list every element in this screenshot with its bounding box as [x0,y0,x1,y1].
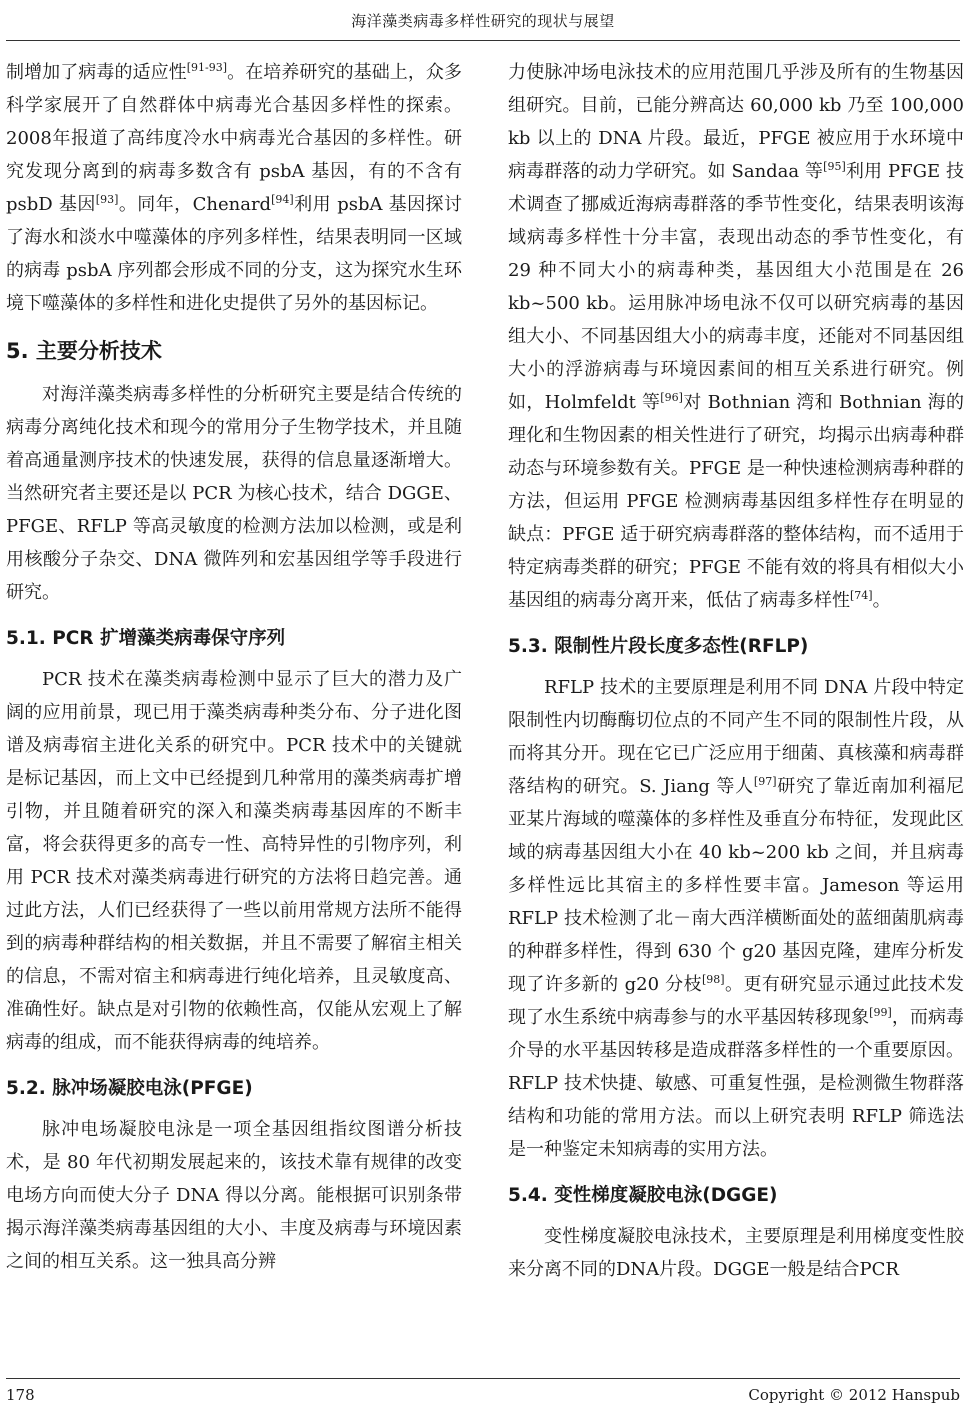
paragraph [508,671,964,1166]
paragraph [6,378,462,609]
running-header: 海洋藻类病毒多样性研究的现状与展望 [351,12,615,30]
citation-ref: [74] [850,589,873,602]
citation-ref: [98] [702,973,725,986]
text-run: 变性梯度凝胶电泳技术，主要原理是利用梯度变性胶来分离不同的DNA片段。DGGE一般是结合PCR [508,1226,964,1280]
citation-ref: [94] [271,193,294,206]
text-run: 对海洋藻类病毒多样性的分析研究主要是结合传统的病毒分离纯化技术和现今的常用分子生物学技术，并且随着高通量测序技术的快速发展，获得的信息量逐渐增大。当然研究者主要还是以 PCR 为核心技术，结合 DGGE、PFGE、RFLP 等高灵敏度的检测方法加以检测，或是利用核酸分子杂交、DNA 微阵列和宏基因组学等手段进行研究。 [6,384,462,603]
text-run: 制增加了病毒的适应性 [6,62,187,83]
subsection-heading-5-3: 5.3. 限制性片段长度多态性(RFLP) [508,636,809,657]
text-run: ，而病毒介导的水平基因转移是造成群落多样性的一个重要原因。RFLP 技术快捷、敏感、可重复性强，是检测微生物群落结构和功能的常用方法。而以上研究表明 RFLP 筛选法是一种鉴定未知病毒的实用方法。 [508,1007,964,1160]
text-run: PCR 技术在藻类病毒检测中显示了巨大的潜力及广阔的应用前景，现已用于藻类病毒种类分布、分子进化图谱及病毒宿主进化关系的研究中。PCR 技术中的关键就是标记基因，而上文中已经提到几种常用的藻类病毒扩增引物，并且随着研究的深入和藻类病毒基因库的不断丰富，将会获得更多的高专一性、高特异性的引物序列，利用 PCR 技术对藻类病毒进行研究的方法将日趋完善。通过此方法，人们已经获得了一些以前用常规方法所不能得到的病毒种群结构的相关数据，并且不需要了解宿主相关的信息，不需对宿主和病毒进行纯化培养，且灵敏度高、准确性好。缺点是对引物的依赖性高，仅能从宏观上了解病毒的组成，而不能获得病毒的纯培养。 [6,669,462,1053]
section-heading-5: 5. 主要分析技术 [6,339,162,363]
citation-ref: [93] [95,193,119,206]
text-run: 力使脉冲场电泳技术的应用范围几乎涉及所有的生物基因组研究。目前，已能分辨高达 60,000 kb 乃至 100,000 kb 以上的 DNA 片段。最近，PFGE 被应用于水环境中病毒群落的动力学研究。如 Sandaa 等 [508,62,964,182]
subsection-heading-5-1: 5.1. PCR 扩增藻类病毒保守序列 [6,628,286,649]
citation-ref: [99] [869,1006,892,1019]
copyright-notice: Copyright © 2012 Hanspub [748,1386,960,1404]
footer-rule [6,1378,960,1379]
citation-ref: [95] [823,160,846,173]
paragraph [6,56,462,320]
citation-ref: [91-93] [186,61,228,74]
text-run: 。同年，Chenard [118,194,272,215]
citation-ref: [96] [660,391,683,404]
citation-ref: [97] [753,775,777,788]
left-column [6,56,462,1278]
right-column [508,56,964,1286]
header-rule [6,40,960,41]
text-run: 对 Bothnian 湾和 Bothnian 海的理化和生物因素的相关性进行了研究，均揭示出病毒种群动态与环境参数有关。PFGE 是一种快速检测病毒种群的方法，但运用 PFGE 检测病毒基因组多样性存在明显的缺点：PFGE 适于研究病毒群落的整体结构，而不适用于特定病毒类群的研究；PFGE 不能有效的将具有相似大小基因组的病毒分离开来，低估了病毒多样性 [508,392,964,611]
text-run: 。在培养研究的基础上，众多科学家展开了自然群体中病毒光合基因多样性的探索。2008年报道了高纬度冷水中病毒光合基因的多样性。研究发现分离到的病毒多数含有 psbA 基因，有的不含有 psbD 基因 [6,62,463,215]
paragraph [6,663,462,1059]
paragraph [508,56,964,617]
text-run: 利用 PFGE 技术调查了挪威近海病毒群落的季节性变化，结果表明该海域病毒多样性十分丰富，表现出动态的季节性变化，有 29 种不同大小的病毒种类，基因组大小范围是在 26 kb~500 kb。运用脉冲场电泳不仅可以研究病毒的基因组大小、不同基因组大小的病毒丰度，还能对不同基因组大小的浮游病毒与环境因素间的相互关系进行研究。例如，Holmfeldt 等 [508,161,964,413]
text-run: 脉冲电场凝胶电泳是一项全基因组指纹图谱分析技术，是 80 年代初期发展起来的，该技术靠有规律的改变电场方向而使大分子 DNA 得以分离。能根据可识别条带揭示海洋藻类病毒基因组的大小、丰度及病毒与环境因素之间的相互关系。这一独具高分辨 [6,1119,462,1272]
text-run: 利用 psbA 基因探讨了海水和淡水中噬藻体的序列多样性，结果表明同一区域的病毒 psbA 序列都会形成不同的分支，这为探究水生环境下噬藻体的多样性和进化史提供了另外的基因标记。 [6,194,462,314]
subsection-heading-5-4: 5.4. 变性梯度凝胶电泳(DGGE) [508,1185,778,1206]
text-run: 。更有研究显示通过此技术发现了水生系统中病毒参与的水平基因转移现象 [508,974,964,1028]
paragraph [508,1220,964,1286]
subsection-heading-5-2: 5.2. 脉冲场凝胶电泳(PFGE) [6,1078,253,1099]
text-run: 。 [872,590,891,611]
page-number: 178 [6,1386,35,1404]
text-run: RFLP 技术的主要原理是利用不同 DNA 片段中特定限制性内切酶酶切位点的不同产生不同的限制性片段，从而将其分开。现在它已广泛应用于细菌、真核藻和病毒群落结构的研究。S. Jiang 等人 [508,677,964,797]
text-run: 研究了靠近南加利福尼亚某片海域的噬藻体的多样性及垂直分布特征，发现此区域的病毒基因组大小在 40 kb~200 kb 之间，并且病毒多样性远比其宿主的多样性要丰富。Jameson 等运用 RFLP 技术检测了北－南大西洋横断面处的蓝细菌肌病毒的种群多样性，得到 630 个 g20 基因克隆，建库分析发现了许多新的 g20 分枝 [508,776,964,995]
paragraph [6,1113,462,1278]
